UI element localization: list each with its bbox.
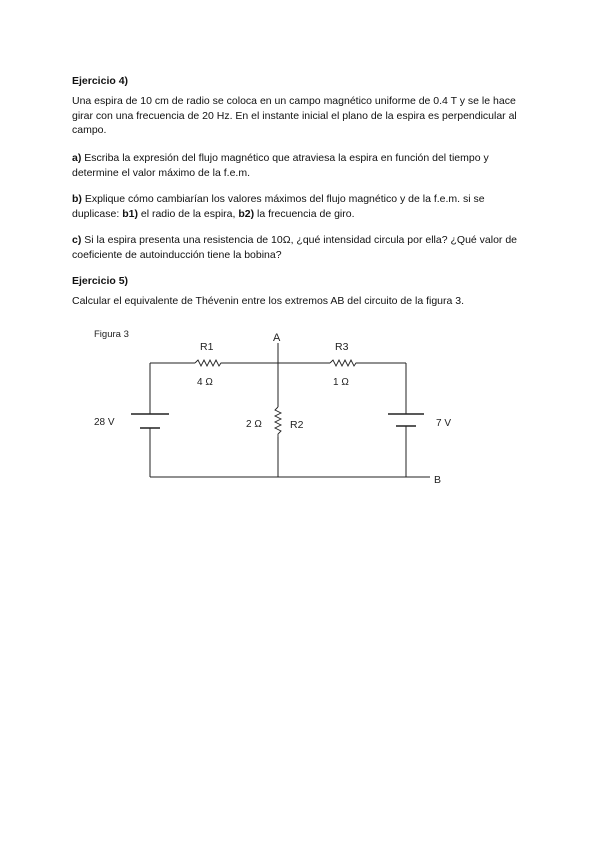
question-a-label: a) bbox=[72, 152, 82, 164]
resistor-r2 bbox=[275, 407, 281, 437]
question-b2-text: la frecuencia de giro. bbox=[254, 207, 355, 220]
question-b1-text: el radio de la espira, bbox=[137, 207, 239, 220]
resistor-r1 bbox=[195, 360, 223, 366]
exercise-4-intro-text: Una espira de 10 cm de radio se coloca en un campo magnético uniforme de 0.4 T y se le hace girar con una frecuencia de 20 Hz. En el instante inicial el plano de la espira es perpendicular al campo. bbox=[72, 95, 517, 136]
exercise-5-text: Calcular el equivalente de Thévenin entre los extremos AB del circuito de la figura 3. bbox=[72, 295, 465, 307]
battery-right bbox=[388, 414, 424, 426]
r2-name-label: R2 bbox=[290, 419, 304, 431]
battery-left bbox=[131, 414, 169, 428]
r1-value-label: 4 Ω bbox=[197, 377, 213, 388]
r3-value-label: 1 Ω bbox=[333, 377, 349, 388]
r1-name-label: R1 bbox=[200, 341, 214, 353]
battery-right-voltage-label: 7 V bbox=[436, 418, 452, 429]
circuit-wires bbox=[150, 343, 430, 477]
question-b-text: Explique cómo cambiarían los valores máximos del flujo magnético y de la f.e.m. si se duplicase: bbox=[72, 193, 485, 220]
question-c-text: Si la espira presenta una resistencia de 10Ω, ¿qué intensidad circula por ella? ¿Qué valor de coeficiente de autoinducción tiene la bobina? bbox=[72, 234, 518, 261]
node-a-label: A bbox=[273, 332, 281, 344]
question-c-label: c) bbox=[72, 234, 82, 246]
question-b1-label: b1) bbox=[122, 207, 138, 220]
resistor-r3 bbox=[330, 360, 358, 366]
node-b-label: B bbox=[434, 474, 442, 486]
r3-name-label: R3 bbox=[335, 341, 349, 353]
question-b-label: b) bbox=[72, 193, 82, 205]
exercise-4-heading: Ejercicio 4) bbox=[72, 75, 129, 87]
figure-caption: Figura 3 bbox=[94, 329, 129, 340]
question-b2-label: b2) bbox=[238, 207, 255, 220]
question-a-text: Escriba la expresión del flujo magnético que atraviesa la espira en función del tiempo y determine el valor máximo de la f.e.m. bbox=[72, 152, 489, 179]
exercise-5-heading: Ejercicio 5) bbox=[72, 275, 129, 287]
battery-left-voltage-label: 28 V bbox=[94, 417, 115, 428]
r2-value-label: 2 Ω bbox=[246, 419, 262, 430]
